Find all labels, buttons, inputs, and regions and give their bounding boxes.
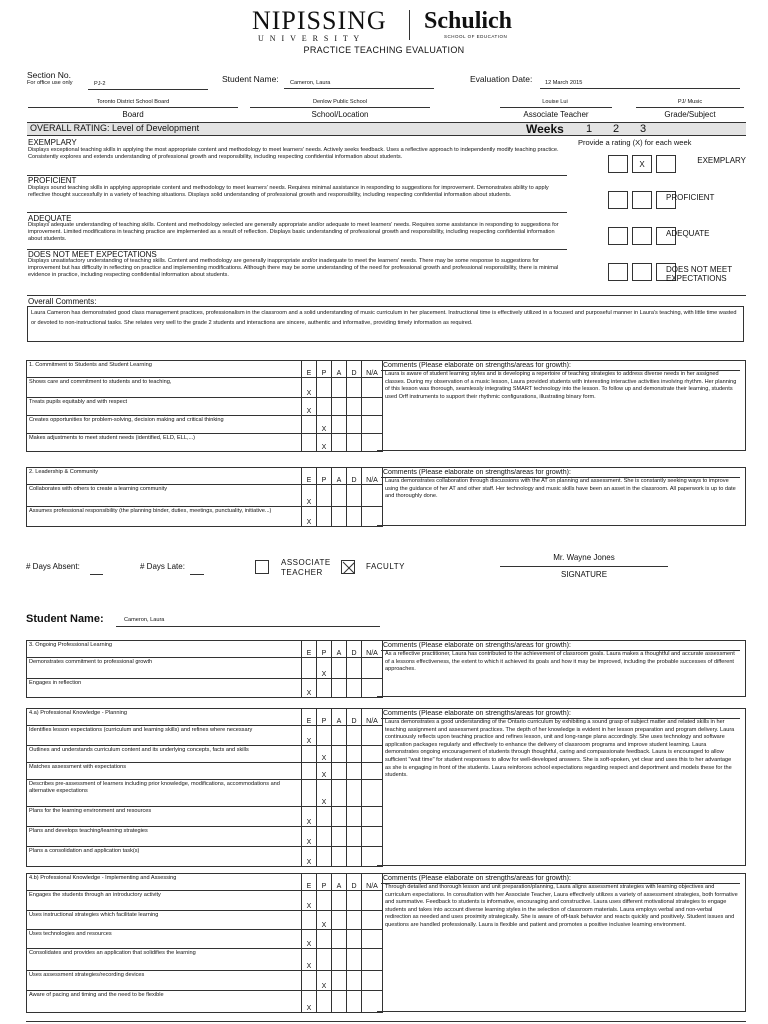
level-divider-2 [27, 212, 567, 213]
evaluation-date-label: Evaluation Date: [470, 74, 533, 84]
rating-cell-p[interactable] [317, 891, 332, 911]
university-wordmark: U N I V E R S I T Y [258, 34, 362, 43]
rating-column-header: A [332, 874, 347, 891]
criterion-text: Uses technologies and resources [27, 930, 302, 949]
rating-column-header: A [332, 361, 347, 378]
comments-header: Comments (Please elaborate on strengths/areas for growth): [383, 362, 571, 369]
adequate-label: ADEQUATE [666, 229, 710, 238]
rating-cell-e[interactable]: X [302, 679, 317, 698]
rating-column-header: N/A [362, 641, 383, 658]
rating-cell-d[interactable] [347, 763, 362, 780]
associate-teacher-label: ASSOCIATE TEACHER [281, 558, 331, 577]
criterion-text: Plans for the learning environment and resources [27, 807, 302, 827]
rating-cell-a[interactable] [332, 891, 347, 911]
rating-cell-a[interactable] [332, 398, 347, 416]
placement-line-2 [250, 107, 430, 108]
rating-cell-e[interactable] [302, 971, 317, 991]
provide-rating-label: Provide a rating (X) for each week [578, 138, 692, 147]
rating-column-header: P [317, 641, 332, 658]
criteria-row [27, 949, 383, 971]
rating-cell-a[interactable] [332, 378, 347, 398]
comments-header: Comments (Please elaborate on strengths/areas for growth): [383, 469, 571, 476]
dnm-label: DOES NOT MEET EXPECTATIONS [666, 265, 732, 283]
criteria-row [27, 763, 383, 780]
rating-cell-d[interactable] [347, 949, 362, 971]
week-3-label: 3 [640, 123, 647, 135]
student-name-label: Student Name: [222, 74, 279, 84]
criteria-row [27, 847, 383, 867]
overall-top-rule [27, 295, 746, 296]
overall-comments-text: Laura Cameron has demonstrated good class management practices, professionalism in the classroom and a solid understanding of music curriculum in her placement. Instructional time is effectively utilized in a focused and purposeful manner in Laura's teaching, with little time wasted or devoted to non-instructional tasks. She relates very well to the grade 2 students and interactions are sincere, authentic and informative, providing timely information as required. [31, 310, 737, 326]
rating-cell-e[interactable]: X [302, 507, 317, 527]
criteria-row [27, 746, 383, 763]
rating-cell-a[interactable] [332, 763, 347, 780]
page2-student-name-value: Cameron, Laura [124, 617, 165, 623]
section-value: PJ-2 [94, 81, 106, 87]
rating-cell-a[interactable] [332, 827, 347, 847]
section-title: 3. Ongoing Professional Learning [27, 641, 302, 658]
criterion-text: Aware of pacing and timing and the need to be flexible [27, 991, 302, 1013]
rating-cell-p[interactable] [317, 378, 332, 398]
rating-cell-e[interactable]: X [302, 930, 317, 949]
level-adequate-title: ADEQUATE [28, 214, 72, 223]
logo-divider [409, 10, 410, 40]
level-dnm-title: DOES NOT MEET EXPECTATIONS [28, 250, 157, 259]
criterion-text: Consolidates and provides an application that solidifies the learning [27, 949, 302, 971]
rating-cell-a[interactable] [332, 416, 347, 434]
comments-text: Laura is aware of student learning styles and is developing a repertoire of teaching strategies to address diverse needs in her assigned classes. During my observation of a music lesson, Laura provided students with interesting interactive activities involving rhythm. Her planning of this lesson was thorough, seamlessly integrating SMART technology into the lesson. To follow up and demonstrate their learning, students used Orff instruments to support their rhythmic configurations, illustrating binary form. [385, 371, 737, 400]
rating-cell-d[interactable] [347, 780, 362, 807]
rating-cell-a[interactable] [332, 930, 347, 949]
exemplary-week-2-box[interactable]: X [632, 155, 652, 173]
overall-comments-label: Overall Comments: [28, 297, 97, 306]
comments-header: Comments (Please elaborate on strengths/areas for growth): [383, 642, 571, 649]
school-label: School/Location [311, 110, 369, 119]
criteria-table [26, 467, 383, 527]
rating-cell-p[interactable]: X [317, 658, 332, 679]
week-2-label: 2 [613, 123, 620, 135]
student-name-value: Cameron, Laura [290, 80, 331, 86]
section-underline [88, 89, 208, 90]
rating-cell-p[interactable] [317, 679, 332, 698]
signature-label: SIGNATURE [560, 570, 608, 579]
rating-cell-a[interactable] [332, 485, 347, 507]
criterion-text: Plans a consolidation and application task(s) [27, 847, 302, 867]
rating-cell-e[interactable]: X [302, 485, 317, 507]
rating-cell-a[interactable] [332, 780, 347, 807]
rating-column-header: D [347, 874, 362, 891]
proficient-week-1-box[interactable] [608, 191, 628, 209]
signature-line [500, 566, 668, 567]
criterion-text: Assumes professional responsibility (the planning binder, duties, meetings, punctuality, initiative...) [27, 507, 302, 527]
rating-cell-e[interactable]: X [302, 991, 317, 1013]
criterion-text: Demonstrates commitment to professional growth [27, 658, 302, 679]
rating-cell-d[interactable] [347, 971, 362, 991]
comments-header: Comments (Please elaborate on strengths/areas for growth): [383, 875, 571, 882]
signer-name: Mr. Wayne Jones [553, 553, 615, 562]
associate-teacher-checkbox[interactable] [255, 560, 269, 574]
criterion-text: Uses assessment strategies/recording devices [27, 971, 302, 991]
criteria-row [27, 485, 383, 507]
rating-cell-d[interactable] [347, 911, 362, 930]
student-name-underline [284, 88, 434, 89]
rating-cell-e[interactable] [302, 746, 317, 763]
comments-text: Laura demonstrates collaboration through discussions with the AT on planning and assessment. She is constantly seeking ways to improve using the guidance of her AT and other staff. Her technology and music skills have been an asset in the classroom. All paperwork is up to date and thoroughly done. [385, 478, 736, 500]
placement-line-3 [500, 107, 612, 108]
section-title: 2. Leadership & Community [27, 468, 302, 485]
rating-cell-a[interactable] [332, 746, 347, 763]
rating-cell-e[interactable] [302, 658, 317, 679]
criterion-text: Describes pre-assessment of learners including prior knowledge, modifications, accommodations and alternative expectations [27, 780, 302, 807]
criterion-text: Uses instructional strategies which facilitate learning [27, 911, 302, 930]
rating-cell-e[interactable]: X [302, 378, 317, 398]
weeks-label: Weeks [526, 122, 564, 136]
rating-column-header: A [332, 709, 347, 726]
criteria-row [27, 991, 383, 1013]
rating-cell-e[interactable] [302, 780, 317, 807]
criterion-text: Outlines and understands curriculum content and its underlying concepts, facts and skills [27, 746, 302, 763]
week-1-label: 1 [586, 123, 593, 135]
level-exemplary-desc: Displays exceptional teaching skills in applying the most appropriate content and methodology to meet learners' needs. Actively seeks feedback. Uses a reflective approach to independently modify teaching practice. Consistently explores and extends understanding of professional growth and responsibility, including respecting confidential information about students. [28, 147, 559, 160]
criterion-text: Collaborates with others to create a learning community [27, 485, 302, 507]
rating-column-header: P [317, 709, 332, 726]
rating-column-header: E [302, 641, 317, 658]
rating-cell-d[interactable] [347, 679, 362, 698]
proficient-label: PROFICIENT [666, 193, 715, 202]
rating-cell-d[interactable] [347, 726, 362, 746]
rating-cell-e[interactable]: X [302, 949, 317, 971]
section-title: 4.b) Professional Knowledge - Implementing and Assessing [27, 874, 302, 891]
criteria-row [27, 827, 383, 847]
rating-cell-d[interactable] [347, 507, 362, 527]
criterion-text: Makes adjustments to meet student needs (identified, ELD, ELL,...) [27, 434, 302, 452]
board-value: Toronto District School Board [96, 99, 170, 105]
rating-cell-e[interactable] [302, 416, 317, 434]
rating-cell-d[interactable] [347, 991, 362, 1013]
rating-column-header: N/A [362, 709, 383, 726]
criterion-text: Engages the students through an introductory activity [27, 891, 302, 911]
criteria-row [27, 658, 383, 679]
comments-text: Laura demonstrates a good understanding of the Ontario curriculum by exhibiting a sound grasp of subject matter and related skills in her teaching assignment and assessment practices. The depth of her knowledge is evident in her lesson preparation and program delivery. Laura continuously reflects upon teaching practice and refines lesson, unit and long-range plans accordingly. She uses technology and software application packages regularly and effectively to enhance the delivery of classroom programs and improve student learning. Laura demonstrates ongoing encouragement of students through thoughtful, caring and compassionate feedback. Laura is encouraged to allow sufficient "wait time" for student responses to allow for well-developed answers. She is soft-spoken, yet clear and uses this to her advantage as she is engaging in front of the students. Laura reinforces school expectations regarding respect and deportment and models these for the students. [385, 719, 735, 779]
school-value: Denlow Public School [312, 99, 368, 105]
criteria-row [27, 807, 383, 827]
rating-column-header: A [332, 468, 347, 485]
rating-cell-p[interactable]: X [317, 416, 332, 434]
dnm-week-2-box[interactable] [632, 263, 652, 281]
rating-cell-p[interactable] [317, 485, 332, 507]
rating-cell-p[interactable] [317, 827, 332, 847]
rating-cell-a[interactable] [332, 971, 347, 991]
comments-header: Comments (Please elaborate on strengths/areas for growth): [383, 710, 571, 717]
criteria-row [27, 398, 383, 416]
criteria-row [27, 891, 383, 911]
rating-cell-a[interactable] [332, 911, 347, 930]
rating-column-header: E [302, 468, 317, 485]
schulich-wordmark: Schulich [424, 8, 513, 34]
rating-column-header: D [347, 709, 362, 726]
overall-rating-label: OVERALL RATING: Level of Development [30, 123, 200, 133]
grade-value: PJ/ Music [677, 99, 703, 105]
section-label: Section No. [27, 70, 71, 80]
rating-cell-p[interactable] [317, 991, 332, 1013]
rating-cell-d[interactable] [347, 398, 362, 416]
adequate-week-1-box[interactable] [608, 227, 628, 245]
rating-cell-e[interactable]: X [302, 827, 317, 847]
faculty-checkbox[interactable] [341, 560, 355, 574]
rating-cell-p[interactable]: X [317, 763, 332, 780]
comments-text: As a reflective practitioner, Laura has contributed to the achievement of classroom goals. Laura makes a thoughtful and accurate assessment of a lessons effectiveness, the extent to which it achieved its goals and how it may be improved, including the probable successes of different approaches. [385, 651, 735, 673]
criterion-text: Matches assessment with expectations [27, 763, 302, 780]
rating-column-header: N/A [362, 468, 383, 485]
rating-cell-e[interactable]: X [302, 891, 317, 911]
school-of-education-wordmark: SCHOOL OF EDUCATION [444, 34, 508, 39]
rating-cell-e[interactable] [302, 763, 317, 780]
exemplary-label: EXEMPLARY [697, 156, 746, 165]
criteria-row [27, 416, 383, 434]
rating-cell-p[interactable] [317, 949, 332, 971]
level-exemplary-title: EXEMPLARY [28, 138, 77, 147]
rating-column-header: E [302, 874, 317, 891]
rating-cell-a[interactable] [332, 658, 347, 679]
rating-cell-e[interactable]: X [302, 398, 317, 416]
placement-line-1 [28, 107, 238, 108]
criterion-text: Treats pupils equitably and with respect [27, 398, 302, 416]
rating-cell-a[interactable] [332, 807, 347, 827]
rating-cell-d[interactable] [347, 891, 362, 911]
page2-student-name-label: Student Name: [26, 613, 104, 625]
level-dnm-desc: Displays unsatisfactory understanding of teaching skills. Content and methodology are generally inappropriate and/or inadequate to meet the learners' needs. There may be some response to suggestions for improvement but has difficulty in reflecting on practice and implementing modifications. Although there may be some understanding of the need for professional growth and professional responsibility, there is minimal evidence in practice, including respecting confidential information about students. [28, 258, 559, 278]
rating-cell-e[interactable] [302, 434, 317, 452]
criteria-row [27, 378, 383, 398]
criteria-row [27, 726, 383, 746]
criteria-table [26, 708, 383, 867]
rating-column-header: N/A [362, 361, 383, 378]
rating-cell-p[interactable] [317, 807, 332, 827]
rating-cell-a[interactable] [332, 507, 347, 527]
office-use-label: For office use only [27, 80, 73, 86]
proficient-week-2-box[interactable] [632, 191, 652, 209]
rating-cell-a[interactable] [332, 991, 347, 1013]
rating-column-header: P [317, 874, 332, 891]
level-divider-1 [27, 175, 567, 176]
level-adequate-desc: Displays adequate understanding of teaching skills. Content and methodology selected are generally appropriate and/or adequate to meet learners' needs. Requires some assistance in responding to suggestions for improvement. Limited modifications in teaching practice are implemented as a result of reflection. Displays basic understanding of professional growth and responsibility, including respecting confidential information about students. [28, 222, 559, 242]
criteria-row [27, 911, 383, 930]
criterion-text: Plans and develops teaching/learning strategies [27, 827, 302, 847]
board-label: Board [122, 110, 144, 119]
rating-cell-a[interactable] [332, 726, 347, 746]
evaluation-date-underline [540, 88, 740, 89]
criteria-row [27, 971, 383, 991]
rating-cell-e[interactable]: X [302, 726, 317, 746]
rating-cell-p[interactable]: X [317, 780, 332, 807]
criterion-text: Creates opportunities for problem-solving, decision making and critical thinking [27, 416, 302, 434]
days-late-line [190, 574, 204, 575]
rating-cell-e[interactable]: X [302, 807, 317, 827]
rating-cell-d[interactable] [347, 658, 362, 679]
rating-cell-p[interactable] [317, 930, 332, 949]
rating-cell-p[interactable] [317, 726, 332, 746]
grade-label: Grade/Subject [664, 110, 716, 119]
rating-cell-d[interactable] [347, 930, 362, 949]
rating-cell-d[interactable] [347, 485, 362, 507]
faculty-check-mark [342, 561, 355, 574]
rating-cell-p[interactable]: X [317, 746, 332, 763]
days-absent-line [90, 574, 103, 575]
next-table-top [26, 1021, 746, 1022]
rating-cell-d[interactable] [347, 807, 362, 827]
rating-column-header: D [347, 468, 362, 485]
teacher-value: Louise Lui [542, 99, 568, 105]
rating-cell-a[interactable] [332, 679, 347, 698]
rating-cell-a[interactable] [332, 949, 347, 971]
teacher-label: Associate Teacher [523, 110, 589, 119]
page2-student-name-line [116, 626, 380, 627]
criteria-table [26, 360, 383, 452]
rating-cell-d[interactable] [347, 434, 362, 452]
rating-cell-p[interactable] [317, 847, 332, 867]
rating-column-header: E [302, 709, 317, 726]
days-late-label: # Days Late: [140, 562, 185, 571]
level-proficient-title: PROFICIENT [28, 176, 77, 185]
rating-column-header: D [347, 361, 362, 378]
rating-cell-d[interactable] [347, 416, 362, 434]
rating-cell-d[interactable] [347, 827, 362, 847]
faculty-label: FACULTY [366, 562, 405, 571]
rating-column-header: A [332, 641, 347, 658]
criterion-text: Engages in reflection [27, 679, 302, 698]
criteria-table [26, 640, 383, 698]
rating-cell-d[interactable] [347, 378, 362, 398]
rating-cell-p[interactable]: X [317, 911, 332, 930]
level-proficient-desc: Displays sound teaching skills in applying appropriate content and methodology to meet learners' needs. Requires minimal assistance in responding to suggestions for improvement. Demonstrates ability to apply reflective thought successfully in a variety of teaching situations. Displays solid understanding of professional growth and responsibility, including respecting confidential information about students. [28, 185, 549, 198]
rating-cell-a[interactable] [332, 434, 347, 452]
criteria-row [27, 780, 383, 807]
comments-text: Through detailed and thorough lesson and unit preparation/planning, Laura aligns assessment strategies with learning objectives and curriculum expectations. In consultation with her Associate Teacher, Laura effectively utilizes a variety of assessment strategies, both formative and summative. Feedback to students is informative, encouraging and constructive. Laura uses different motivational strategies to engage students and takes into account diverse learning styles in the selection of classroom materials. Laura employs verbal and non-verbal redirection as needed and uses proximity strategically. She is aware of off-task behavior and reacts quickly and positively. Student issues and questions are handled professionally. Laura is flexible and patient and promotes a positive inclusive learning environment. [385, 884, 738, 928]
exemplary-week-1-box[interactable] [608, 155, 628, 173]
criteria-row [27, 434, 383, 452]
criteria-row [27, 930, 383, 949]
criteria-row [27, 679, 383, 698]
rating-cell-d[interactable] [347, 847, 362, 867]
rating-column-header: E [302, 361, 317, 378]
rating-cell-a[interactable] [332, 847, 347, 867]
criterion-text: Shows care and commitment to students and to teaching, [27, 378, 302, 398]
rating-cell-d[interactable] [347, 746, 362, 763]
rating-cell-p[interactable]: X [317, 434, 332, 452]
rating-column-header: N/A [362, 874, 383, 891]
dnm-week-1-box[interactable] [608, 263, 628, 281]
rating-column-header: D [347, 641, 362, 658]
schulich-logo [424, 8, 534, 42]
rating-cell-p[interactable] [317, 398, 332, 416]
rating-cell-e[interactable]: X [302, 847, 317, 867]
criteria-table [26, 873, 383, 1013]
rating-column-header: P [317, 361, 332, 378]
nipissing-logo [252, 8, 402, 42]
section-title: 4.a) Professional Knowledge - Planning [27, 709, 302, 726]
rating-cell-e[interactable] [302, 911, 317, 930]
criteria-row [27, 507, 383, 527]
section-title: 1. Commitment to Students and Student Learning [27, 361, 302, 378]
form-title: PRACTICE TEACHING EVALUATION [303, 45, 465, 55]
placement-line-4 [636, 107, 744, 108]
adequate-week-2-box[interactable] [632, 227, 652, 245]
rating-column-header: P [317, 468, 332, 485]
rating-cell-p[interactable]: X [317, 971, 332, 991]
days-absent-label: # Days Absent: [26, 562, 80, 571]
rating-cell-p[interactable] [317, 507, 332, 527]
evaluation-date-value: 12 March 2015 [545, 80, 583, 86]
nipissing-wordmark: NIPISSING [252, 6, 387, 35]
criterion-text: Identifies lesson expectations (curriculum and learning skills) and refines where necessary [27, 726, 302, 746]
